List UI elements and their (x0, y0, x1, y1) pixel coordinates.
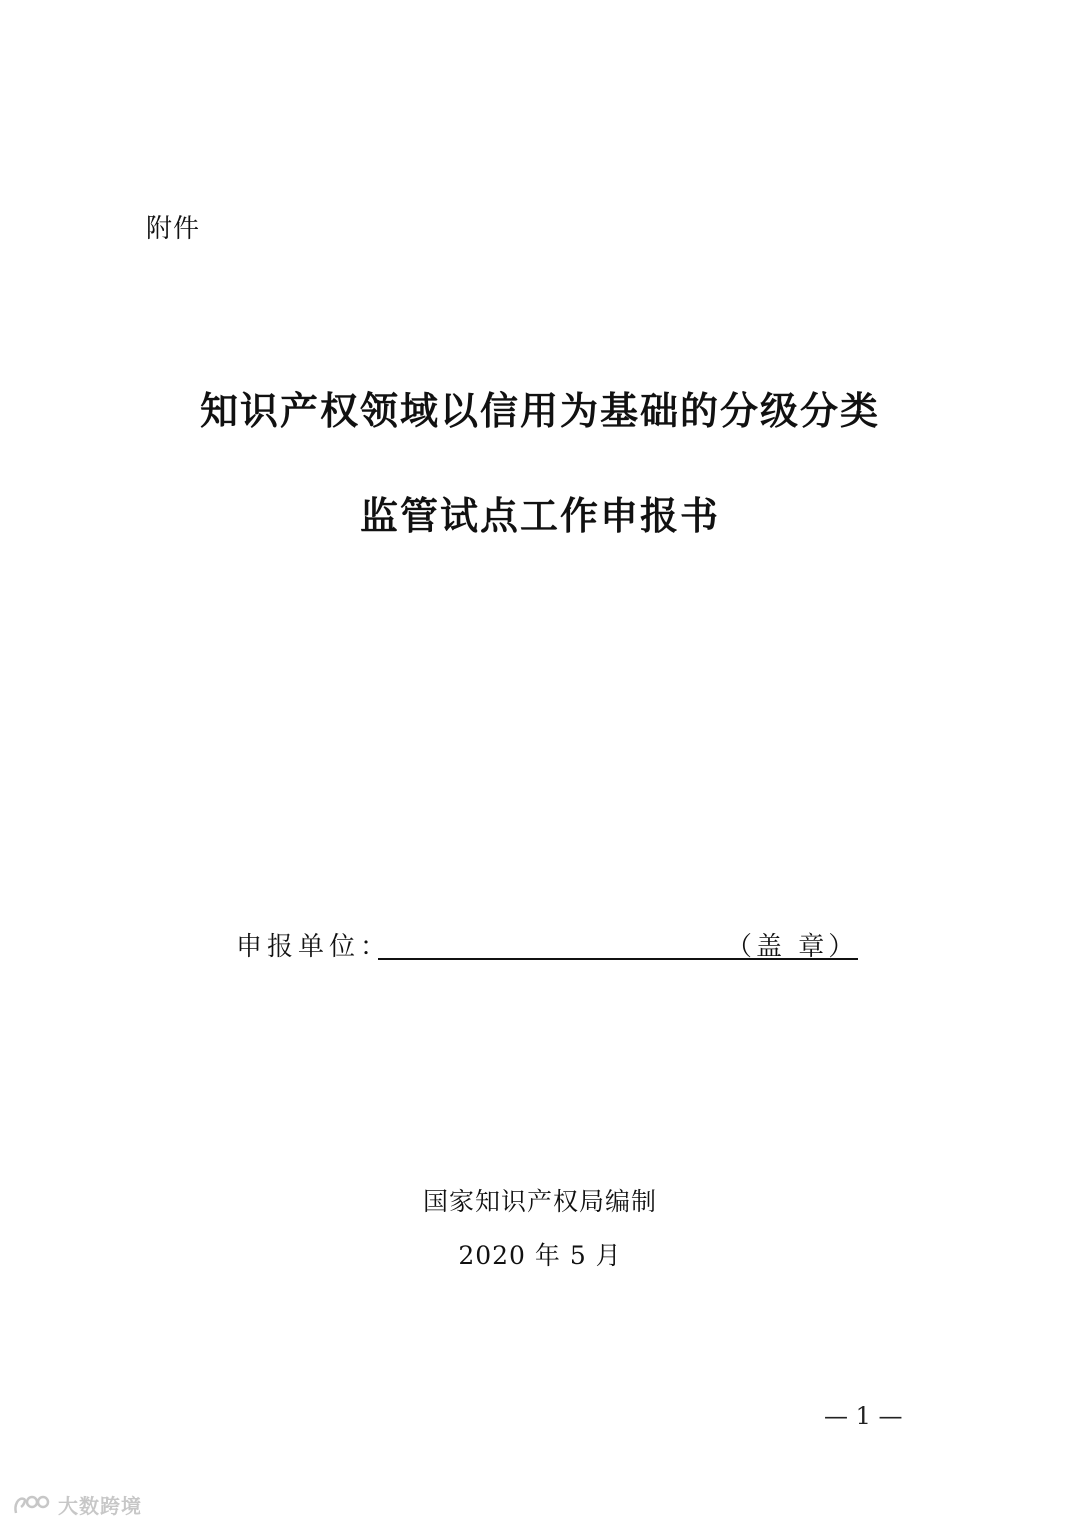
applicant-unit-label: 申报单位： (236, 932, 392, 962)
issue-date: 2020 年 5 月 (458, 1241, 622, 1270)
issuer: 国家知识产权局编制 (422, 1187, 657, 1216)
logo-icon (12, 1493, 52, 1517)
applicant-unit-row (236, 926, 876, 966)
watermark-text: 大数跨境 (58, 1494, 142, 1518)
watermark (12, 1490, 142, 1519)
title-line-2: 监管试点工作申报书 (359, 494, 720, 538)
title-line-1: 知识产权领域以信用为基础的分级分类 (199, 389, 880, 433)
seal-note: （盖 章） (726, 932, 859, 962)
attachment-label: 附件 (146, 214, 201, 244)
page-number: — 1 — (824, 1402, 903, 1430)
